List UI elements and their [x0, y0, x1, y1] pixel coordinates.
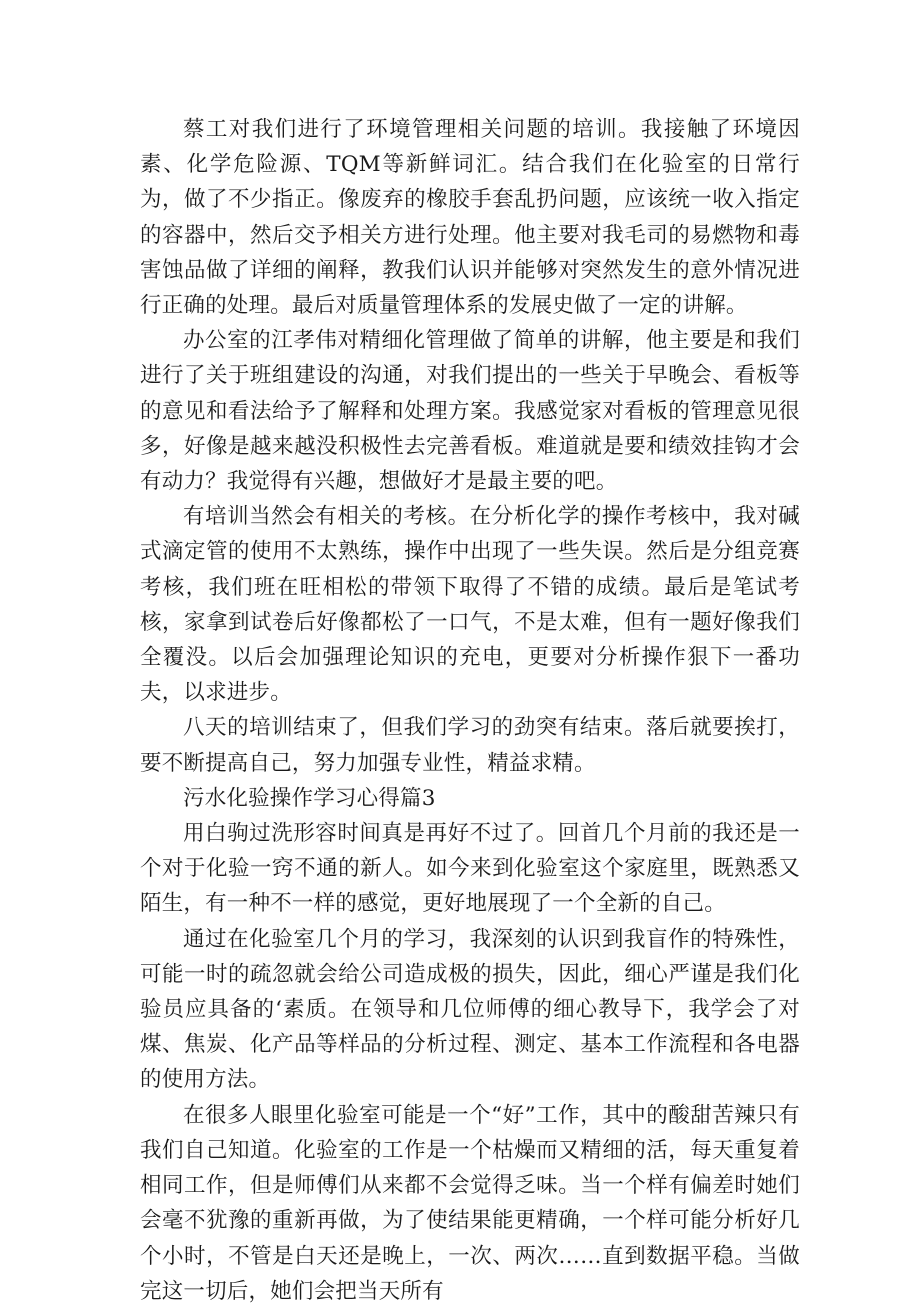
paragraph-office-management: 办公室的江孝伟对精细化管理做了简单的讲解，他主要是和我们进行了关于班组建设的沟通，对我们提出的一些关于早晚会、看板等的意见和看法给予了解释和处理方案。我感觉家对看板的管理意见很多，好像是越来越没积极性去完善看板。难道就是要和绩效挂钩才会有动力？我觉得有兴趣，想做好才是最主要的吧。 — [140, 328, 800, 495]
section-heading: 污水化验操作学习心得篇3 — [183, 785, 436, 811]
paragraph-time-flies: 用白驹过洗形容时间真是再好不过了。回首几个月前的我还是一个对于化验一窍不通的新人。如今来到化验室这个家庭里，既熟悉又陌生，有一种不一样的感觉，更好地展现了一个全新的自己。 — [140, 821, 800, 917]
document-body — [140, 112, 800, 1309]
paragraph-lab-work: 在很多人眼里化验室可能是一个“好”工作，其中的酸甜苦辣只有我们自己知道。化验室的工作是一个枯燥而又精细的活，每天重复着相同工作，但是师傅们从来都不会觉得乏味。当一个样有偏差时她们会毫不犹豫的重新再做，为了使结果能更精确，一个样可能分析好几个小时，不管是白天还是晚上，一次、两次……直到数据平稳。当做完这一切后，她们会把当天所有 — [140, 1102, 800, 1304]
paragraph-lab-learning: 通过在化验室几个月的学习，我深刻的认识到我盲作的特殊性，可能一时的疏忽就会给公司造成极的损失，因此，细心严谨是我们化验员应具备的‘素质。在领导和几位师傅的细心教导下，我学会了对煤、焦炭、化产品等样品的分析过程、测定、基本工作流程和各电器的使用方法。 — [140, 926, 800, 1093]
paragraph-assessment: 有培训当然会有相关的考核。在分析化学的操作考核中，我对碱式滴定管的使用不太熟练，操作中出现了一些失误。然后是分组竞赛考核，我们班在旺相松的带领下取得了不错的成绩。最后是笔试考核，家拿到试卷后好像都松了一口气，不是太难，但有一题好像我们全覆没。以后会加强理论知识的充电，更要对分析操作狠下一番功夫，以求进步。 — [140, 504, 800, 706]
paragraph-training-end: 八天的培训结束了，但我们学习的劲突有结束。落后就要挨打，要不断提高自己，努力加强专业性，精益求精。 — [140, 715, 800, 776]
paragraph-training-environment: 蔡工对我们进行了环境管理相关问题的培训。我接触了环境因素、化学危险源、TQM等新鲜词汇。结合我们在化验室的日常行为，做了不少指正。像废弃的橡胶手套乱扔问题，应该统一收入指定的容器中，然后交予相关方进行处理。他主要对我毛司的易燃物和毒害蚀品做了详细的阐释，教我们认识并能够对突然发生的意外情况进行正确的处理。最后对质量管理体系的发展史做了一定的讲解。 — [140, 117, 800, 319]
